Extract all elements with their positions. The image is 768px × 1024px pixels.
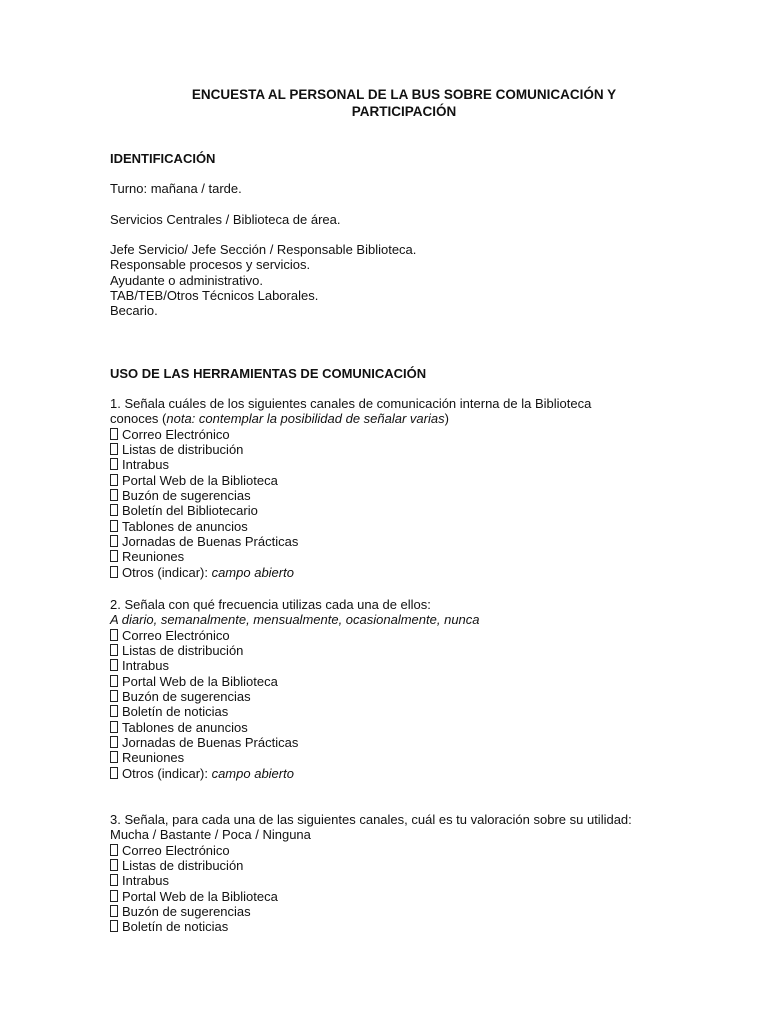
checkbox-icon[interactable] [110, 874, 118, 886]
turno-text: Turno: mañana / tarde. [110, 181, 242, 196]
question-2-text: 2. Señala con qué frecuencia utilizas cada una de ellos: [110, 597, 431, 612]
q2-option-otros[interactable]: Otros (indicar): campo abierto [110, 766, 710, 781]
checkbox-icon[interactable] [110, 859, 118, 871]
checkbox-icon[interactable] [110, 920, 118, 932]
q1-option[interactable]: Intrabus [110, 457, 710, 472]
checkbox-icon[interactable] [110, 905, 118, 917]
checkbox-icon[interactable] [110, 705, 118, 717]
q3-option[interactable]: Boletín de noticias [110, 919, 710, 934]
title-line-2: PARTICIPACIÓN [351, 104, 457, 119]
question-1 [110, 396, 710, 580]
q3-option[interactable]: Intrabus [110, 873, 710, 888]
q2-option[interactable]: Reuniones [110, 750, 710, 765]
q1-option[interactable]: Portal Web de la Biblioteca [110, 473, 710, 488]
servicios-text: Servicios Centrales / Biblioteca de área. [110, 212, 341, 227]
q1-option[interactable]: Buzón de sugerencias [110, 488, 710, 503]
q1-option[interactable]: Correo Electrónico [110, 427, 710, 442]
checkbox-icon[interactable] [110, 644, 118, 656]
checkbox-icon[interactable] [110, 504, 118, 516]
puesto-item: Responsable procesos y servicios. [110, 257, 311, 273]
puesto-item: Ayudante o administrativo. [110, 272, 263, 288]
q2-option[interactable]: Listas de distribución [110, 643, 710, 658]
q2-option[interactable]: Boletín de noticias [110, 704, 710, 719]
question-3 [110, 812, 710, 935]
q3-option[interactable]: Portal Web de la Biblioteca [110, 889, 710, 904]
checkbox-icon[interactable] [110, 535, 118, 547]
checkbox-icon[interactable] [110, 629, 118, 641]
checkbox-icon[interactable] [110, 844, 118, 856]
q2-option[interactable]: Buzón de sugerencias [110, 689, 710, 704]
q1-option[interactable]: Listas de distribución [110, 442, 710, 457]
puestos-list [110, 242, 710, 319]
checkbox-icon[interactable] [110, 474, 118, 486]
q1-option[interactable]: Jornadas de Buenas Prácticas [110, 534, 710, 549]
checkbox-icon[interactable] [110, 890, 118, 902]
checkbox-icon[interactable] [110, 721, 118, 733]
checkbox-icon[interactable] [110, 675, 118, 687]
question-2-scale: A diario, semanalmente, mensualmente, ocasionalmente, nunca [110, 612, 480, 628]
checkbox-icon[interactable] [110, 659, 118, 671]
q3-option[interactable]: Buzón de sugerencias [110, 904, 710, 919]
q2-option[interactable]: Jornadas de Buenas Prácticas [110, 735, 710, 750]
checkbox-icon[interactable] [110, 566, 118, 578]
puesto-item: Becario. [110, 303, 158, 319]
checkbox-icon[interactable] [110, 458, 118, 470]
checkbox-icon[interactable] [110, 767, 118, 779]
checkbox-icon[interactable] [110, 751, 118, 763]
q2-option[interactable]: Portal Web de la Biblioteca [110, 674, 710, 689]
title-line-1: ENCUESTA AL PERSONAL DE LA BUS SOBRE COMUNICACIÓN Y [191, 87, 617, 102]
puesto-item: TAB/TEB/Otros Técnicos Laborales. [110, 288, 319, 304]
checkbox-icon[interactable] [110, 428, 118, 440]
q1-option[interactable]: Boletín del Bibliotecario [110, 503, 710, 518]
q3-option[interactable]: Listas de distribución [110, 858, 710, 873]
q1-option-otros[interactable]: Otros (indicar): campo abierto [110, 565, 710, 580]
checkbox-icon[interactable] [110, 550, 118, 562]
question-1-text: 1. Señala cuáles de los siguientes canales de comunicación interna de la Biblioteca [110, 396, 592, 411]
q3-option[interactable]: Correo Electrónico [110, 843, 710, 858]
section-heading-identificacion: IDENTIFICACIÓN [110, 151, 216, 166]
question-2 [110, 597, 710, 781]
q2-option[interactable]: Tablones de anuncios [110, 720, 710, 735]
question-1-note: conoces (nota: contemplar la posibilidad de señalar varias) [110, 411, 449, 427]
question-3-scale: Mucha / Bastante / Poca / Ninguna [110, 827, 311, 843]
section-heading-uso: USO DE LAS HERRAMIENTAS DE COMUNICACIÓN [110, 366, 427, 381]
puesto-item: Jefe Servicio/ Jefe Sección / Responsable Biblioteca. [110, 242, 417, 257]
checkbox-icon[interactable] [110, 443, 118, 455]
q2-option[interactable]: Correo Electrónico [110, 628, 710, 643]
checkbox-icon[interactable] [110, 520, 118, 532]
checkbox-icon[interactable] [110, 690, 118, 702]
q1-option[interactable]: Tablones de anuncios [110, 519, 710, 534]
checkbox-icon[interactable] [110, 736, 118, 748]
document-title [110, 86, 698, 120]
checkbox-icon[interactable] [110, 489, 118, 501]
q1-option[interactable]: Reuniones [110, 549, 710, 564]
q2-option[interactable]: Intrabus [110, 658, 710, 673]
question-3-text: 3. Señala, para cada una de las siguientes canales, cuál es tu valoración sobre su utilidad: [110, 812, 632, 827]
